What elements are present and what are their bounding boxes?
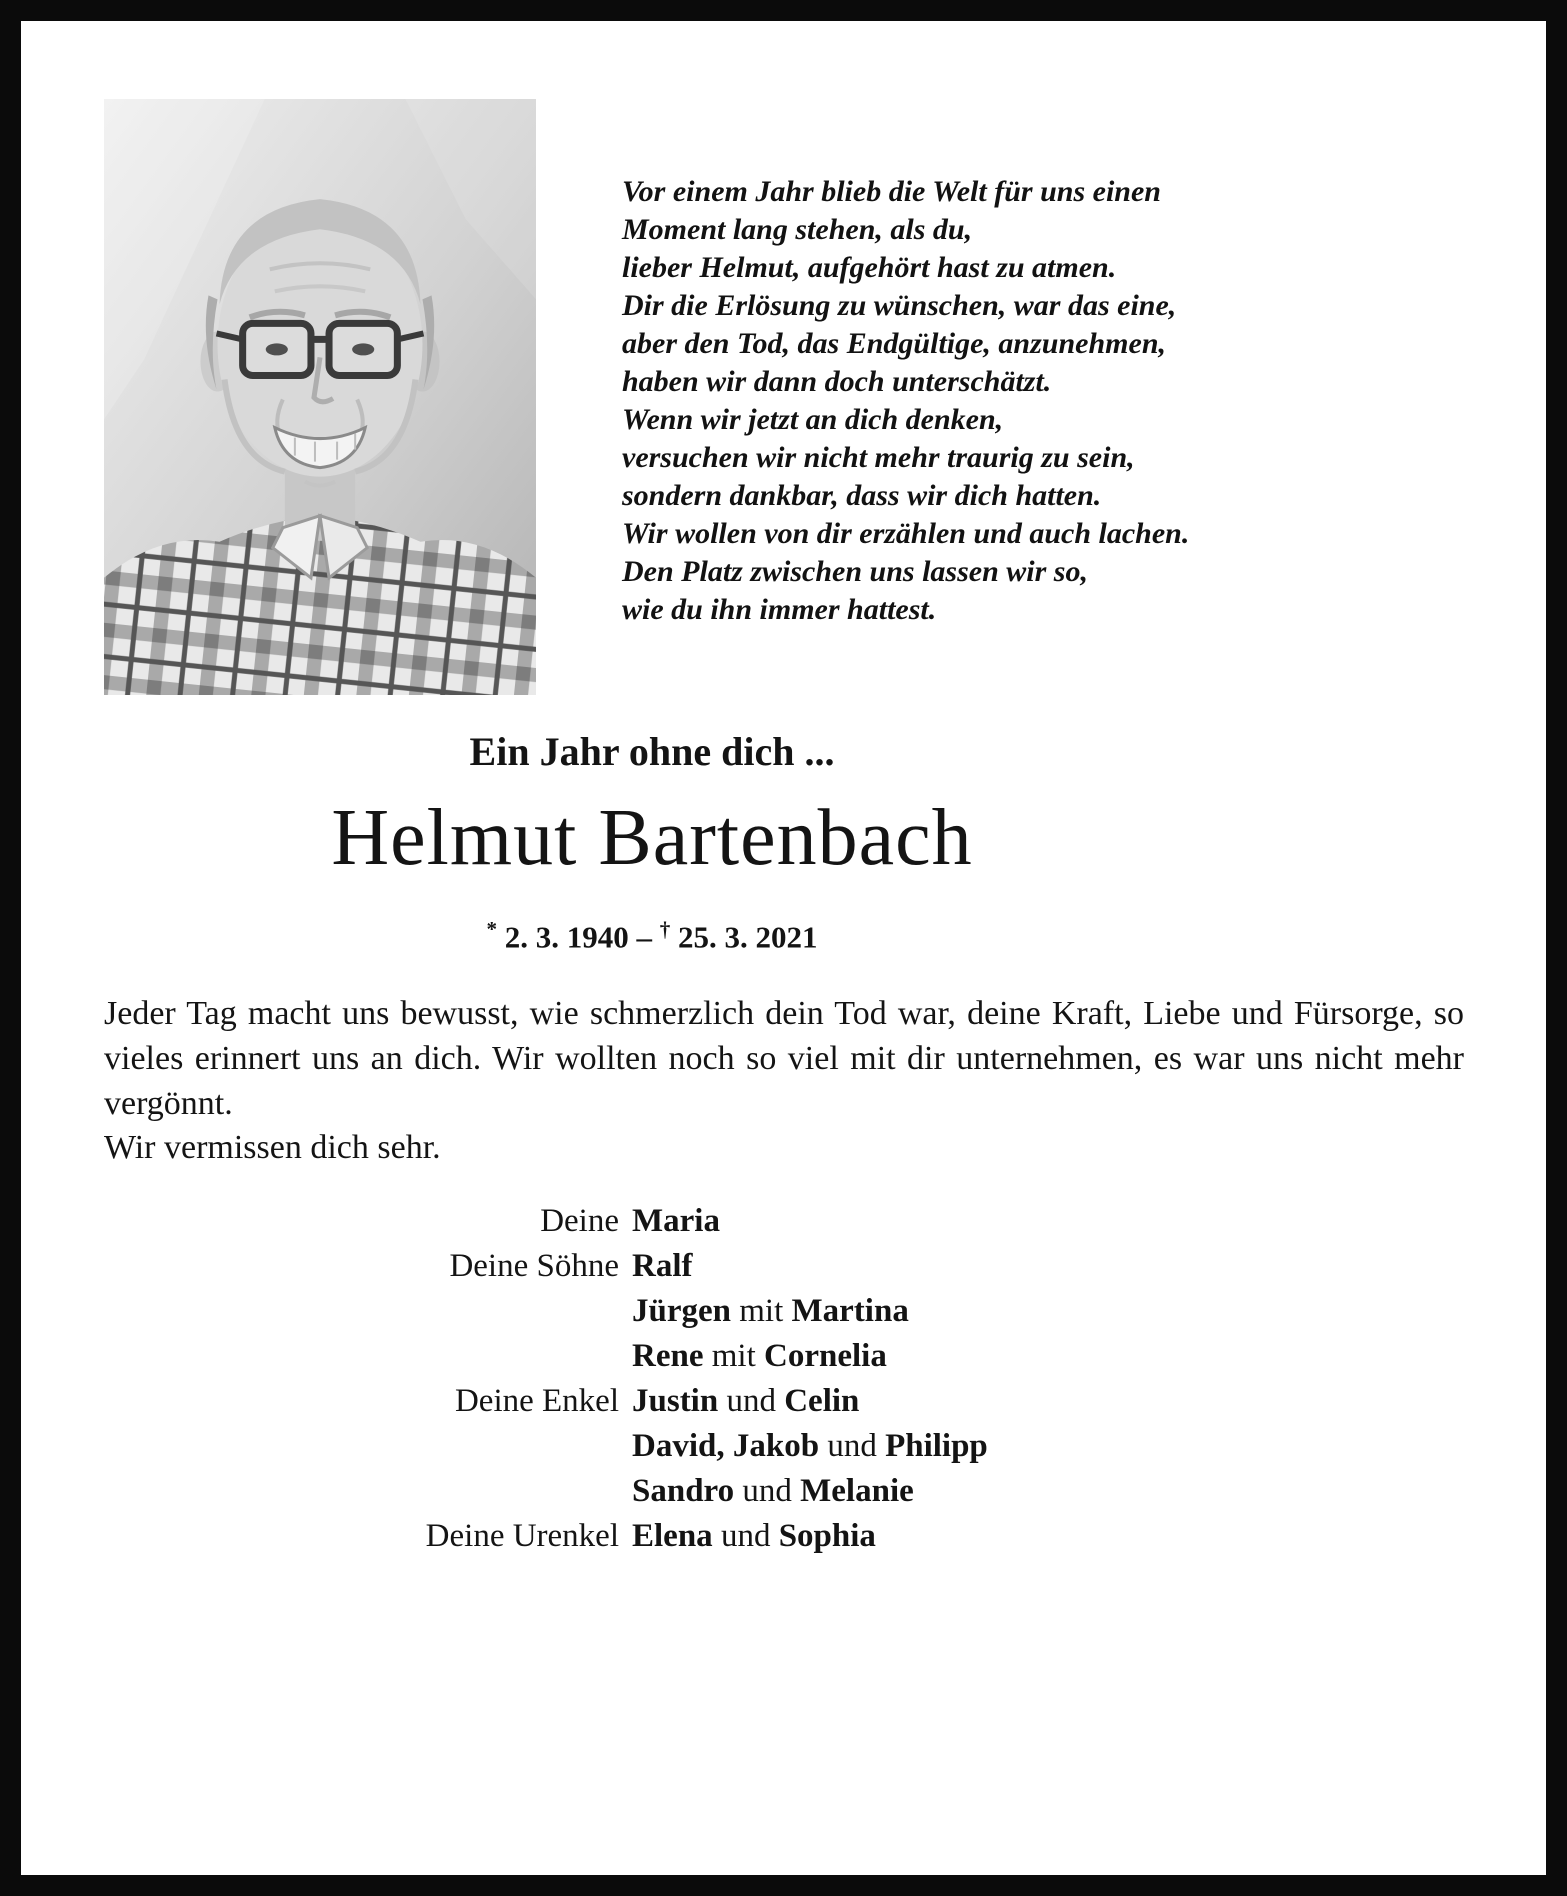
family-row xyxy=(21,1289,1283,1334)
family-relation-label xyxy=(21,1289,619,1334)
family-relation-label xyxy=(21,1469,619,1514)
poem-line: haben wir dann doch unterschätzt. xyxy=(622,365,1052,398)
family-member-name: Philipp xyxy=(885,1428,988,1464)
family-row xyxy=(21,1424,1283,1469)
poem-line: Vor einem Jahr blieb die Welt für uns einen xyxy=(622,175,1161,208)
dates-separator: – xyxy=(636,919,652,955)
family-relation-label: Deine Enkel xyxy=(454,1383,619,1419)
family-member-name: Melanie xyxy=(800,1473,914,1509)
family-member-name: Ralf xyxy=(632,1248,693,1284)
family-row xyxy=(21,1244,1283,1289)
birth-date: 2. 3. 1940 xyxy=(504,919,629,955)
family-connector: und xyxy=(734,1473,801,1509)
poem-line: Dir die Erlösung zu wünschen, war das eine, xyxy=(622,289,1177,322)
family-member-name: Rene xyxy=(632,1338,704,1374)
life-dates xyxy=(21,917,1283,955)
family-row xyxy=(21,1334,1283,1379)
death-date: 25. 3. 2021 xyxy=(678,919,818,955)
family-member-name: Martina xyxy=(791,1293,909,1329)
family-relation-label: Deine Söhne xyxy=(449,1248,619,1284)
family-names xyxy=(632,1289,909,1334)
family-member-name: David, Jakob xyxy=(632,1428,820,1464)
closing-line: Wir vermissen dich sehr. xyxy=(104,1129,441,1166)
poem-line: Den Platz zwischen uns lassen wir so, xyxy=(622,555,1088,588)
family-names xyxy=(632,1379,859,1424)
family-connector: und xyxy=(819,1428,886,1464)
family-member-name: Cornelia xyxy=(764,1338,887,1374)
family-row xyxy=(21,1469,1283,1514)
family-connector: mit xyxy=(703,1338,764,1374)
poem-line: sondern dankbar, dass wir dich hatten. xyxy=(622,479,1102,512)
deceased-name: Helmut Bartenbach xyxy=(331,794,973,882)
family-member-name: Celin xyxy=(784,1383,860,1419)
family-names xyxy=(632,1244,693,1289)
birth-symbol: * xyxy=(486,917,497,941)
family-list xyxy=(21,1199,1283,1559)
poem-line: versuchen wir nicht mehr traurig zu sein, xyxy=(622,441,1135,474)
family-row xyxy=(21,1379,1283,1424)
family-names xyxy=(632,1424,988,1469)
family-member-name: Sophia xyxy=(778,1518,876,1554)
obituary-card xyxy=(21,21,1546,1875)
family-names xyxy=(632,1514,876,1559)
poem-line: wie du ihn immer hattest. xyxy=(622,593,937,626)
family-names xyxy=(632,1199,720,1244)
family-member-name: Justin xyxy=(632,1383,719,1419)
family-row xyxy=(21,1514,1283,1559)
family-member-name: Sandro xyxy=(632,1473,735,1509)
family-member-name: Jürgen xyxy=(632,1293,731,1329)
memorial-paragraph: Jeder Tag macht uns bewusst, wie schmerzlich dein Tod war, deine Kraft, Liebe und Fürsorge, so vieles erinnert uns an dich. Wir wollten noch so viel mit dir unternehmen, es war uns nicht mehr vergönnt. xyxy=(104,995,1464,1122)
poem-line: aber den Tod, das Endgültige, anzunehmen, xyxy=(622,327,1166,360)
family-relation-label xyxy=(21,1424,619,1469)
intro-line: Ein Jahr ohne dich ... xyxy=(469,729,835,774)
family-relation-label: Deine Urenkel xyxy=(425,1518,619,1554)
portrait-photo xyxy=(104,99,536,695)
family-relation-label xyxy=(21,1334,619,1379)
family-connector: mit xyxy=(731,1293,792,1329)
poem xyxy=(622,173,1502,629)
family-connector: und xyxy=(712,1518,779,1554)
poem-line: Wenn wir jetzt an dich denken, xyxy=(622,403,1004,436)
poem-line: Moment lang stehen, als du, xyxy=(622,213,973,246)
family-relation-label: Deine xyxy=(540,1203,619,1239)
death-symbol: † xyxy=(659,917,671,941)
family-names xyxy=(632,1469,914,1514)
family-names xyxy=(632,1334,887,1379)
poem-line: Wir wollen von dir erzählen und auch lachen. xyxy=(622,517,1190,550)
family-member-name: Maria xyxy=(632,1203,720,1239)
family-member-name: Elena xyxy=(632,1518,713,1554)
poem-line: lieber Helmut, aufgehört hast zu atmen. xyxy=(622,251,1117,284)
family-row xyxy=(21,1199,1283,1244)
portrait-photo-graphic xyxy=(104,99,536,695)
family-connector: und xyxy=(718,1383,785,1419)
